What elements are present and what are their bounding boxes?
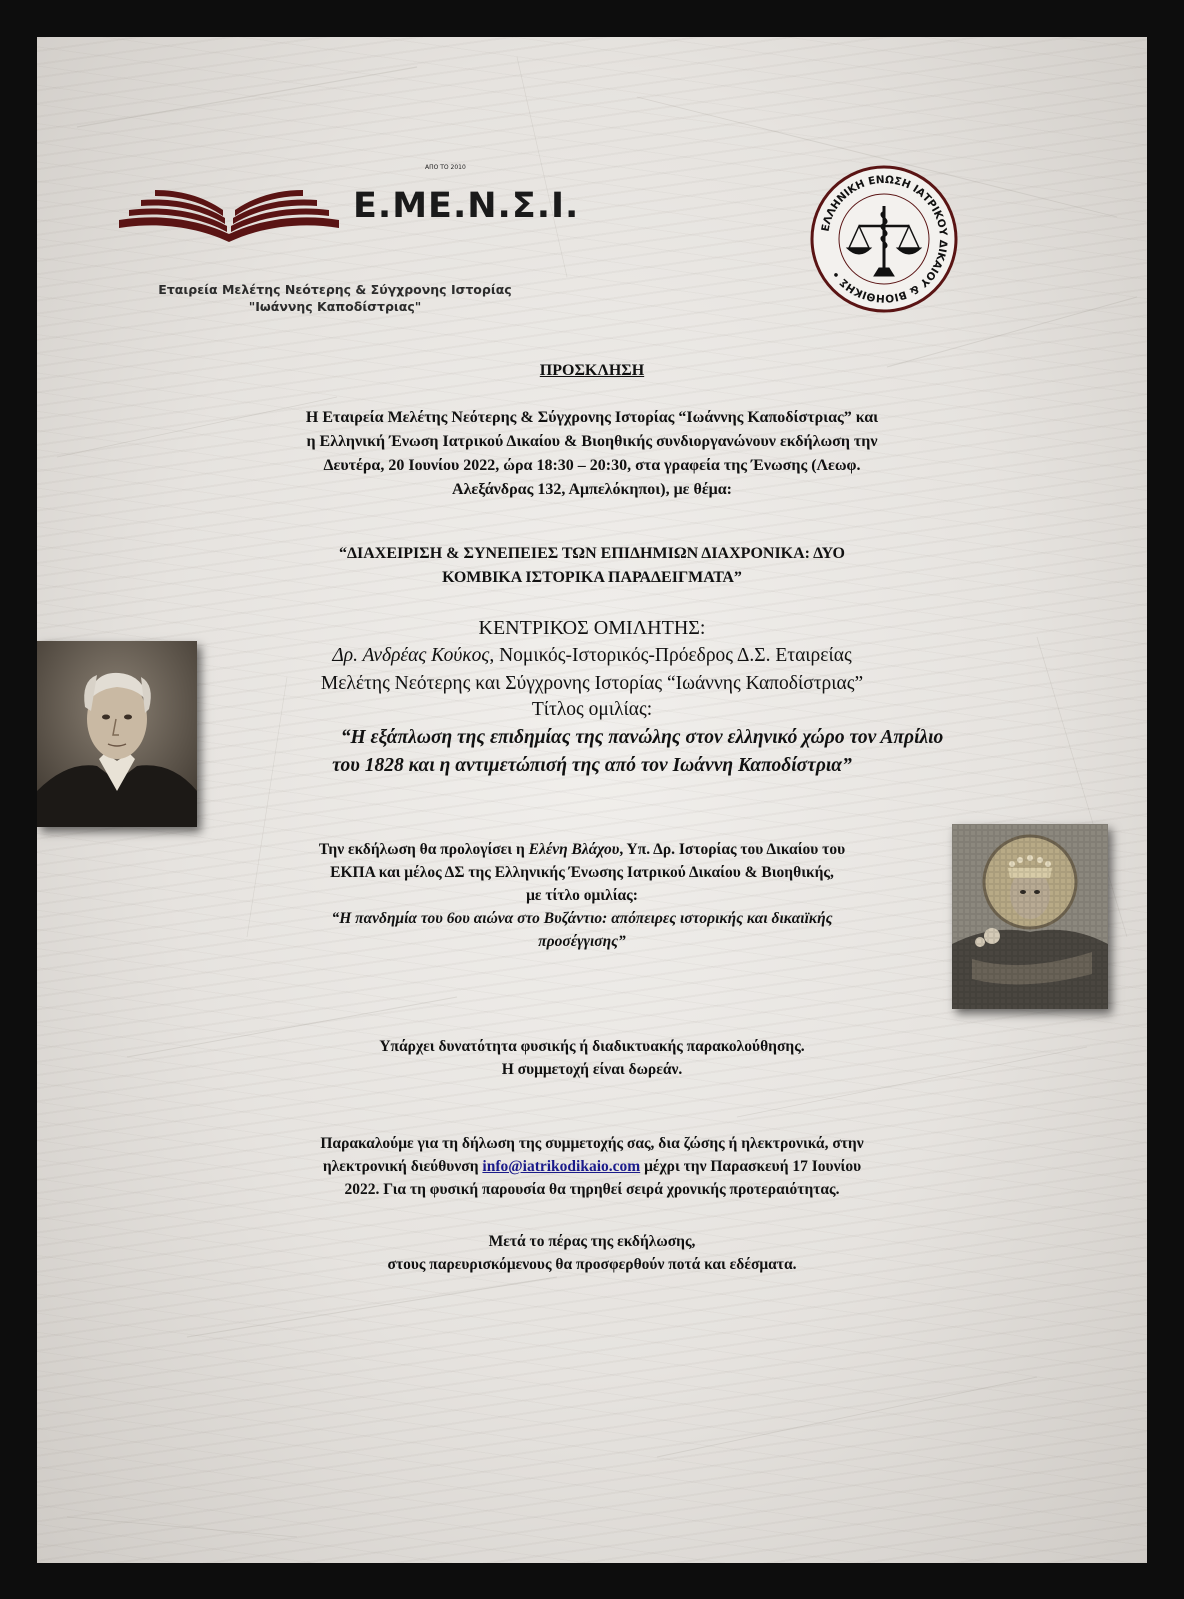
rsvp-pre: ηλεκτρονική διεύθυνση: [322, 1158, 483, 1175]
speaker-line: [137, 645, 1047, 667]
logo-since-text: ΑΠΟ ΤΟ 2010: [425, 164, 466, 171]
prologue-pre: Την εκδήλωση θα προλογίσει η: [318, 841, 529, 858]
kapodistrias-portrait-image: [37, 641, 197, 827]
invitation-poster: [37, 37, 1147, 1563]
closing-line: στους παρευρισκόμενους θα προσφερθούν ποτά και εδέσματα.: [387, 1256, 797, 1273]
logo-name: Ε.ΜΕ.Ν.Σ.Ι.: [353, 186, 580, 226]
speaker-talk-title: “Η εξάπλωση της επιδημίας της πανώλης στον ελληνικό χώρο τον Απρίλιο: [340, 727, 944, 748]
speaker-name: Δρ. Ανδρέας Κούκος: [332, 645, 490, 666]
prologue-post: , Υπ. Δρ. Ιστορίας του Δικαίου του: [619, 841, 846, 858]
rsvp-line: [137, 1158, 1047, 1176]
seal-ring-text: ΕΛΛΗΝΙΚΗ ΕΝΩΣΗ ΙΑΤΡΙΚΟΥ ΔΙΚΑΙΟΥ & ΒΙΟΗΘΙΚΗΣ •: [819, 173, 950, 305]
rsvp-post: μέχρι την Παρασκευή 17 Ιουνίου: [640, 1158, 862, 1175]
attendance-line: Η συμμετοχή είναι δωρεάν.: [501, 1061, 683, 1078]
emensi-logo: [115, 164, 580, 314]
closing-line: Μετά το πέρας της εκδήλωσης,: [488, 1233, 696, 1250]
intro-line: Δευτέρα, 20 Ιουνίου 2022, ώρα 18:30 – 20:30, στα γραφεία της Ένωσης (Λεωφ.: [323, 457, 861, 474]
prologue-name: Ελένη Βλάχου: [528, 841, 620, 858]
logo-subtitle-line: Εταιρεία Μελέτης Νεότερης & Σύγχρονης Ιστορίας: [158, 282, 512, 297]
speaker-role: , Νομικός-Ιστορικός-Πρόεδρος Δ.Σ. Εταιρείας: [489, 645, 852, 666]
logo-subtitle: [115, 282, 555, 316]
prologue-line: με τίτλο ομιλίας:: [526, 887, 638, 904]
topic-line: “ΔΙΑΧΕΙΡΙΣΗ & ΣΥΝΕΠΕΙΕΣ ΤΩΝ ΕΠΙΔΗΜΙΩΝ ΔΙΑΧΡΟΝΙΚΑ: ΔΥΟ: [338, 545, 845, 562]
speaker-role-line: Μελέτης Νεότερης και Σύγχρονης Ιστορίας “Ιωάννης Καποδίστριας”: [320, 673, 864, 694]
logo-subtitle-line: "Ιωάννης Καποδίστριας": [248, 298, 422, 314]
topic-line: ΚΟΜΒΙΚΑ ΙΣΤΟΡΙΚΑ ΠΑΡΑΔΕΙΓΜΑΤΑ”: [442, 569, 742, 586]
intro-line: Η Εταιρεία Μελέτης Νεότερης & Σύγχρονης Ιστορίας “Ιωάννης Καποδίστριας” και: [305, 409, 879, 426]
open-book-icon: [115, 174, 343, 244]
medical-law-seal-logo: [809, 164, 959, 314]
prologue-line: [127, 841, 1037, 859]
intro-line: η Ελληνική Ένωση Ιατρικού Δικαίου & Βιοηθικής συνδιοργανώνουν εκδήλωση την: [306, 433, 878, 450]
page-title: ΠΡΟΣΚΛΗΣΗ: [539, 362, 645, 379]
speaker-talk-label: Τίτλος ομιλίας:: [531, 699, 653, 720]
attendance-line: Υπάρχει δυνατότητα φυσικής ή διαδικτυακής παρακολούθησης.: [379, 1038, 805, 1055]
rsvp-line: 2022. Για τη φυσική παρουσία θα τηρηθεί σειρά χρονικής προτεραιότητας.: [344, 1181, 840, 1198]
rsvp-line: Παρακαλούμε για τη δήλωση της συμμετοχής σας, δια ζώσης ή ηλεκτρονικά, στην: [320, 1135, 864, 1152]
email-link[interactable]: info@iatrikodikaio.com: [482, 1158, 641, 1175]
justinian-mosaic-image: [952, 824, 1108, 1009]
prologue-talk-title: “Η πανδημία του 6ου αιώνα στο Βυζάντιο: απόπειρες ιστορικής και δικαιϊκής: [331, 910, 833, 927]
prologue-line: ΕΚΠΑ και μέλος ΔΣ της Ελληνικής Ένωσης Ιατρικού Δικαίου & Βιοηθικής,: [330, 864, 834, 881]
speaker-talk-title: του 1828 και η αντιμετώπισή της από τον Ιωάννη Καποδίστρια”: [332, 755, 852, 776]
speaker-label: ΚΕΝΤΡΙΚΟΣ ΟΜΙΛΗΤΗΣ:: [478, 617, 706, 639]
prologue-talk-title: προσέγγισης”: [538, 933, 626, 950]
intro-line: Αλεξάνδρας 132, Αμπελόκηποι), με θέμα:: [452, 481, 732, 498]
